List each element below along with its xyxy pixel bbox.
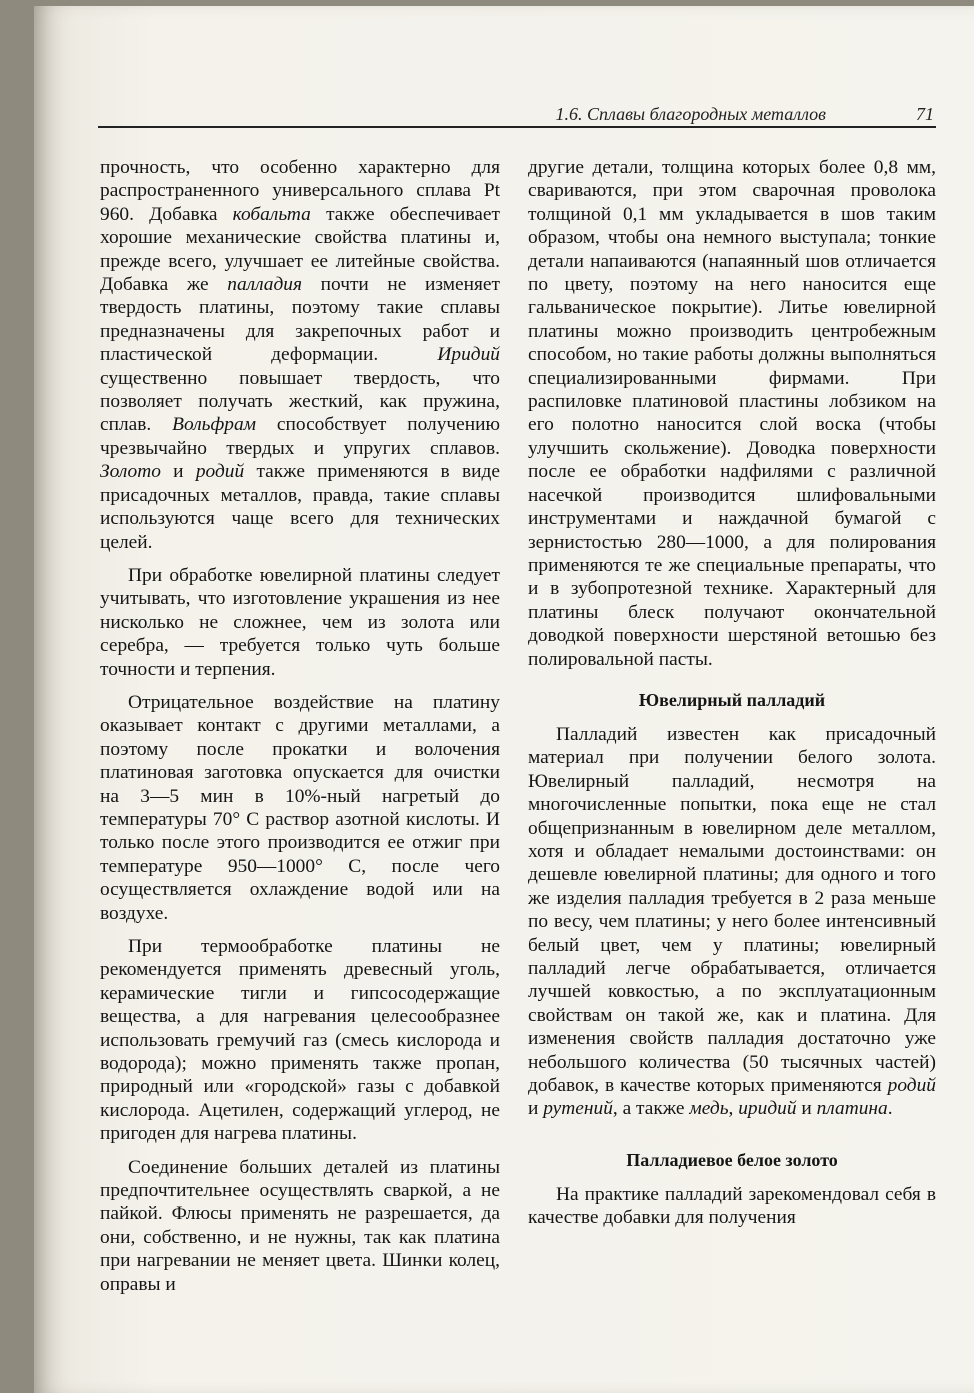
paragraph-palladium-white-gold: На практике палладий зарекомендовал себя в качестве добавки для получения [528, 1183, 936, 1229]
paragraph-welding: Соединение больших деталей из платины предпочтительнее осуществлять сваркой, а не пайкой. Флюсы применять не разрешается, да они, собственно, и не нужны, так как платина при нагревании не меняет цвета. Шинки колец, оправы и [100, 1156, 500, 1295]
paragraph-palladium: Палладий известен как присадочный материал при получении белого золота. Ювелирный палладий, несмотря на многочисленные попытки, пока еще не стал общепризнанным в ювелирном деле металлом, хотя и обладает немалыми достоинствами: он дешевле ювелирной платины; для одного и того же изделия палладия требуется в 2 раза меньше по весу, чем платины; у него более интенсивный белый цвет, чем у платины; ювелирный палладий легче обрабатывается, отличается лучшей ковкостью, а по эксплуатационным свойствам он такой же, как и платина. Для изменения свойств палладия достаточно уже небольшого количества (50 тысячных частей) добавок, в качестве которых применяются родий и рутений, а также медь, иридий и платина. [528, 723, 936, 1120]
heading-jewelry-palladium: Ювелирный палладий [638, 689, 826, 710]
paragraph-welding-continued: другие детали, толщина которых более 0,8 мм, свариваются, при этом сварочная проволока толщиной 0,1 мм укладывается в шов таким образом, чтобы она немного выступала; тонкие детали напаиваются (напаянный шов отличается по цвету, поэтому на него наносится еще гальваническое покрытие). Литье ювелирной платины можно производить центробежным способом, но такие работы должны выполняться специализированными фирмами. При распиловке платиновой пластины лобзиком на его полотно наносится слой воска (чтобы улучшить скольжение). Доводка поверхности после ее обработки надфилями с различной насечкой производится шлифовальными инструментами и наждачной бумагой с зернистостью 280—1000, а для полирования применяются те же специальные препараты, что и в зубопротезной технике. Характерный для платины блеск получают окончательной доводкой поверхности шерстяной ветошью без полировальной пасты. [528, 157, 936, 670]
term-tungsten: Вольфрам [172, 414, 257, 436]
paragraph-alloying-elements: прочность, что особенно характерно для распространенного универсального сплава Pt 960. Добавка кобальта также обеспечивает хорошие механические свойства платины и, прежде всего, улучшает ее литейные свойства. Добавка же палладия почти не изменяет твердость платины, поэтому такие сплавы предназначены для закрепочных работ и пластической деформации. Иридий существенно повышает твердость, что позволяет получать жесткий, как пружина, сплав. Вольфрам способствует получению чрезвычайно твердых и упругих сплавов. Золото и родий также применяются в виде присадочных металлов, правда, такие сплавы используются чаще всего для технических целей. [100, 157, 500, 553]
running-header [98, 104, 936, 126]
term-rhodium: родий [887, 1075, 936, 1097]
term-platinum: платина [816, 1098, 888, 1120]
term-gold: Золото [100, 461, 161, 483]
term-ruthenium: рутений [543, 1098, 613, 1120]
term-rhodium: родий [195, 461, 245, 483]
page-number: 71 [916, 104, 934, 124]
header-rule [98, 126, 936, 128]
term-iridium: иридий [738, 1098, 797, 1120]
paragraph-contact-metals: Отрицательное воздействие на платину оказывает контакт с другими металлами, а поэтому после прокатки и волочения платиновая заготовка опускается для очистки на 3—5 мин в 10%-ный нагретый до температуры 70° С раствор азотной кислоты. И только после этого производится ее отжиг при температуре 950—1000° С, после чего осуществляется охлаждение водой или на воздухе. [100, 691, 500, 924]
term-iridium: Иридий [437, 344, 500, 366]
paragraph-processing: При обработке ювелирной платины следует учитывать, что изготовление украшения из нее нисколько не сложнее, чем из золота или серебра, — требуется только чуть больше точности и терпения. [100, 564, 500, 680]
section-title: 1.6. Сплавы благородных металлов [555, 104, 826, 124]
right-column [528, 156, 936, 1230]
term-palladium: палладия [227, 274, 303, 296]
left-column [100, 156, 500, 1296]
heading-palladium-white-gold: Палладиевое белое золото [626, 1149, 838, 1170]
paragraph-heat-treatment: При термообработке платины не рекомендуется применять древесный уголь, керамические тигли и гипсосодержащие вещества, а для нагревания целесообразнее использовать гремучий газ (смесь кислорода и водорода); можно применять также пропан, природный или «городской» газы с добавкой кислорода. Ацетилен, содержащий углерод, не пригоден для нагрева платины. [100, 936, 500, 1145]
term-copper: медь [689, 1098, 729, 1120]
term-cobalt: кобальта [232, 203, 311, 225]
